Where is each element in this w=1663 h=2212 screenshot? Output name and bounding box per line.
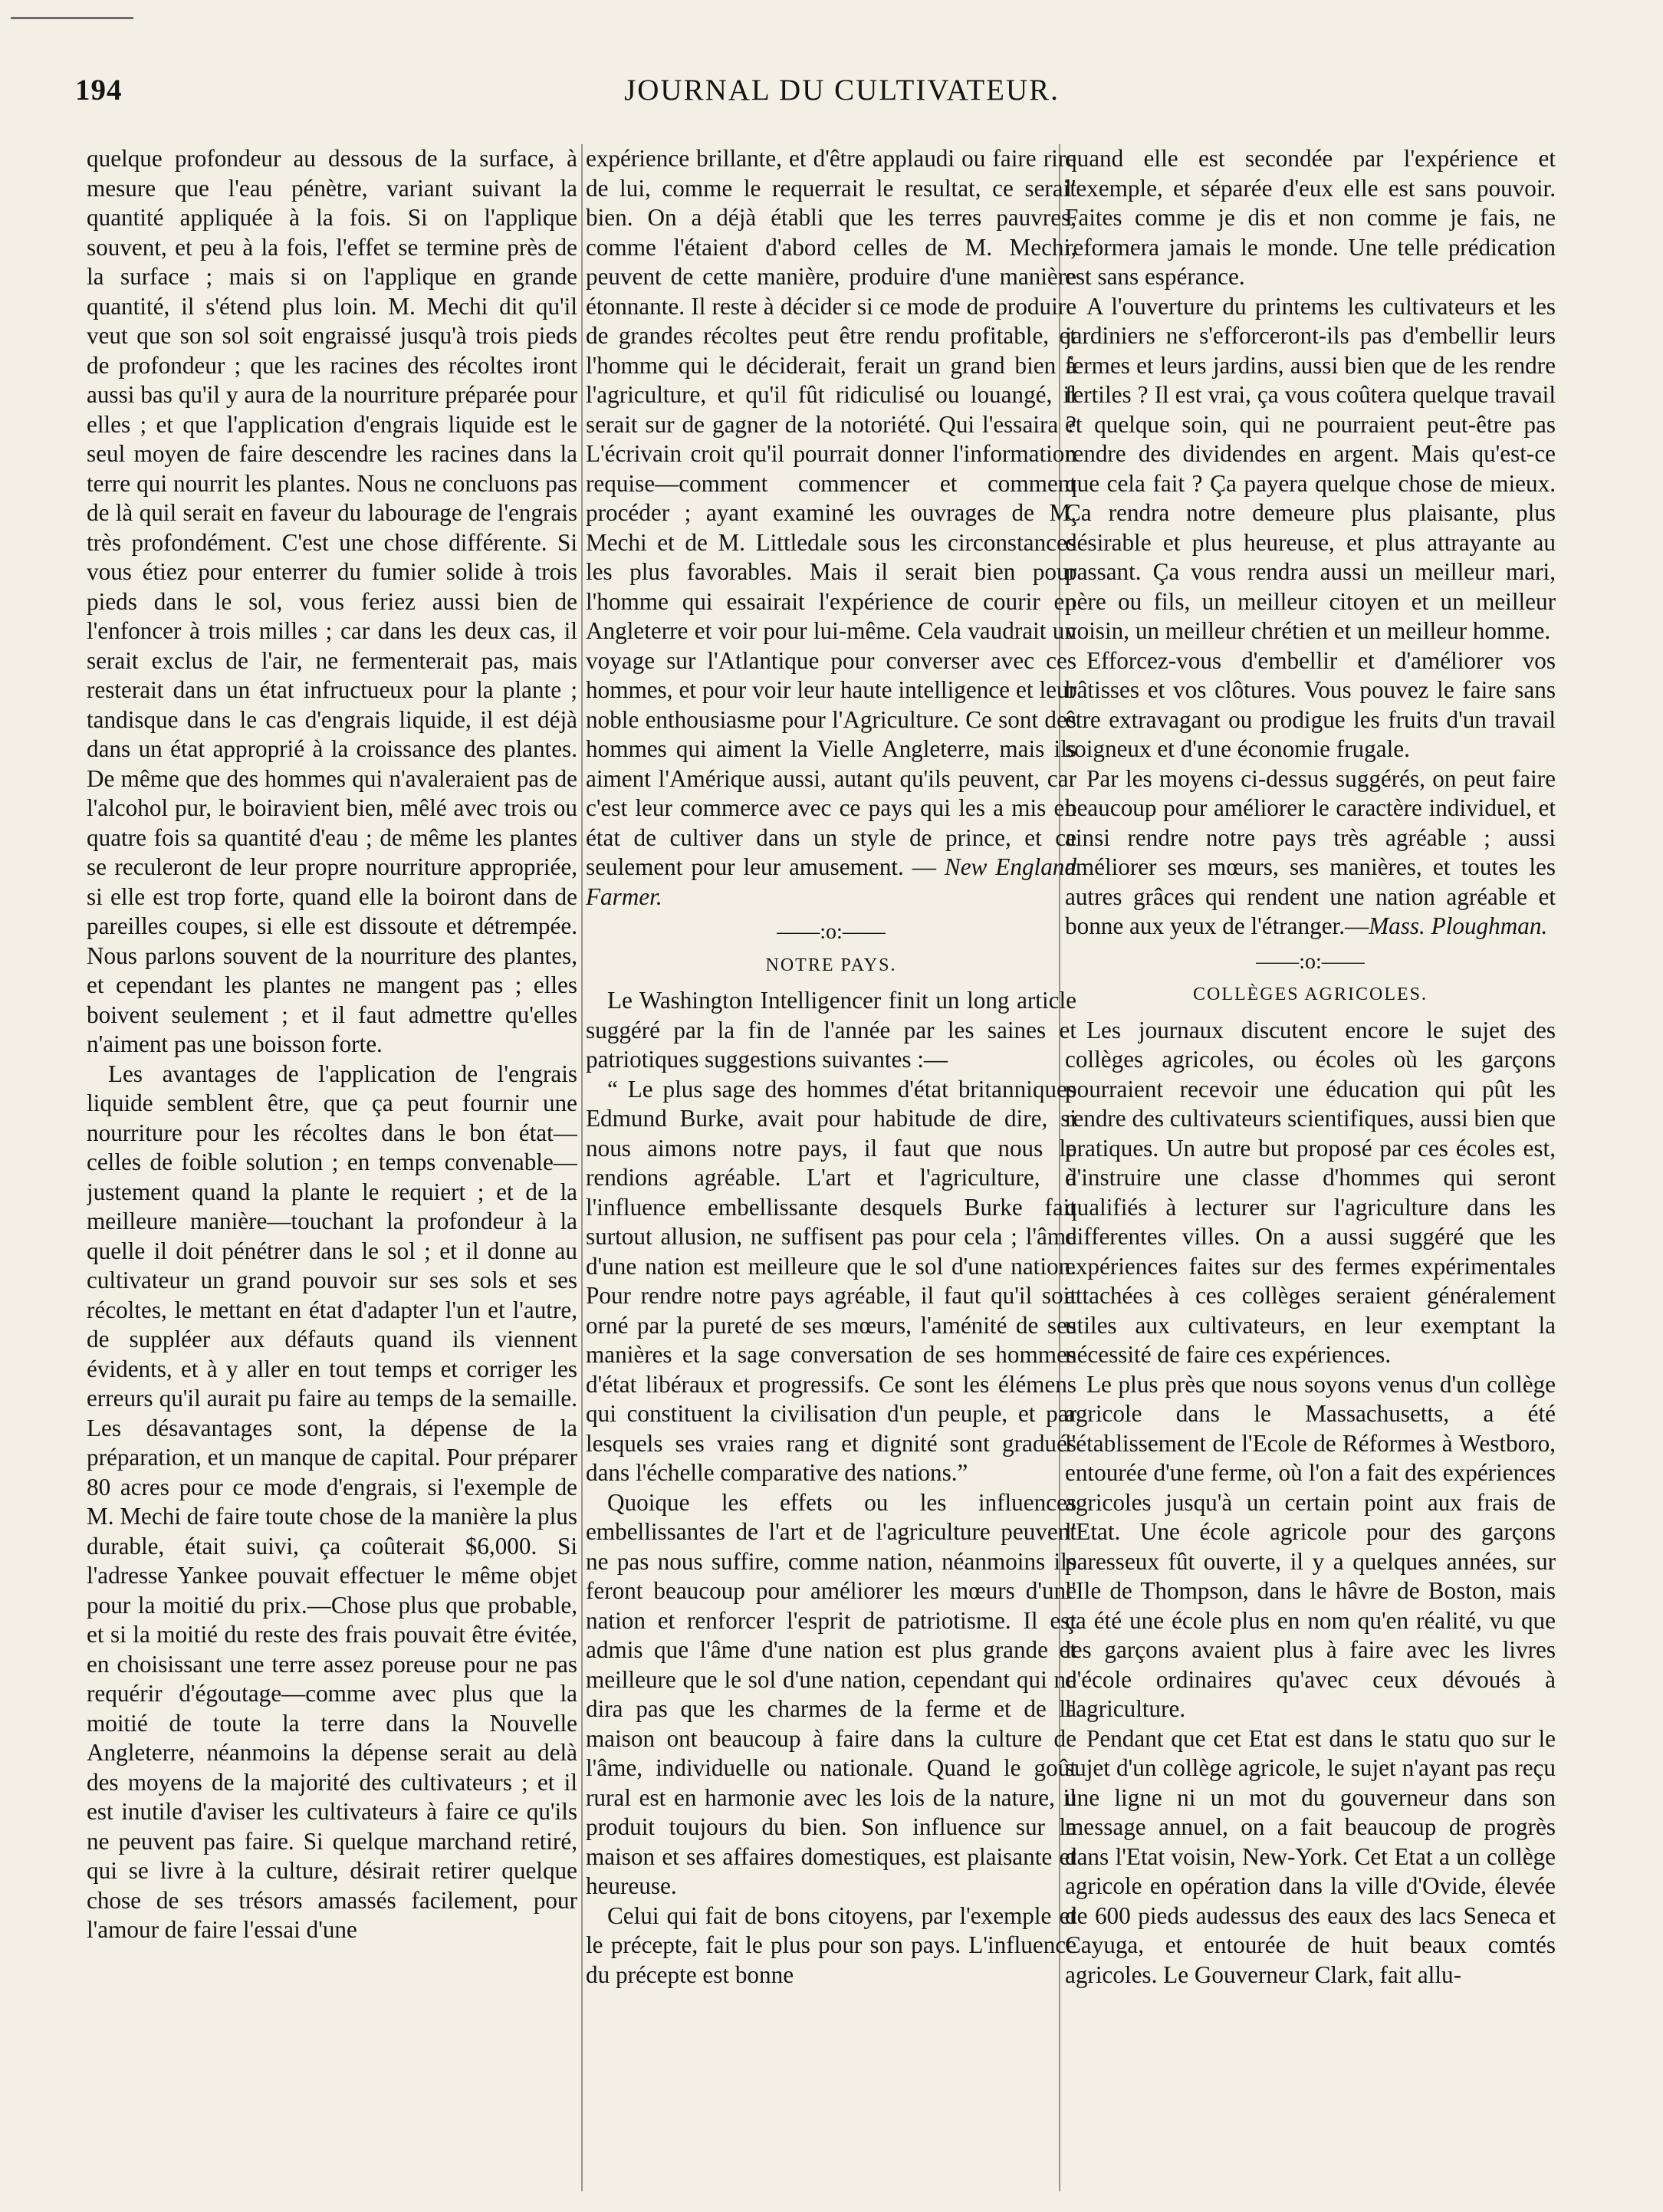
column-3 (1065, 144, 1556, 2199)
paragraph: Quoique les effets ou les influences embellissantes de l'art et de l'agriculture peuvent ne pas nous suffire, comme nation, néanmoins ils feront beaucoup pour améliorer les mœurs d'une nation et renforcer l'esprit de patriotisme. Il est admis que l'âme d'une nation est plus grande et meilleure que le sol d'une nation, cependant qui ne dira pas que les charmes de la ferme et de la maison ont beaucoup à faire dans la culture de l'âme, individuelle ou nationale. Quand le goût rural est en harmonie avec les lois de la nature, il produit toujours du bien. Son influence sur la maison et ses affaires domestiques, est plaisante et heureuse. (586, 1488, 1076, 1899)
section-separator: ——:o:—— (1256, 949, 1365, 974)
paragraph (586, 144, 1076, 912)
paragraph: Les journaux discutent encore le sujet des collèges agricoles, ou écoles où les garçons pourraient recevoir une éducation qui pût les rendre des cultivateurs scientifiques, aussi bien que pratiques. Un autre but proposé par ces écoles est, d'instruire une classe d'hommes qui seront qualifiés à lecturer sur l'agriculture dans les differentes villes. On a aussi suggéré que les expériences faites sur des fermes expérimentales attachées à ces collèges seraient généralement utiles aux cultivateurs, en leur exemptant la nécessité de faire ces expériences. (1065, 1016, 1556, 1368)
article-heading: COLLÈGES AGRICOLES. (1192, 984, 1428, 1004)
article-credit: New England Farmer. (586, 853, 1076, 910)
section-separator: ——:o:—— (777, 920, 886, 944)
page-header (75, 73, 1609, 134)
paragraph: Pendant que cet Etat est dans le statu quo sur le sujet d'un collège agricole, le sujet n'ayant pas reçu une ligne ni un mot du gouverneur dans son message annuel, on a fait beaucoup de progrès dans l'Etat voisin, New-York. Cet Etat a un collège agricole en opération dans la ville d'Ovide, élevée de 600 pieds audessus des eaux des lacs Seneca et Cayuga, et entourée de huit beaux comtés agricoles. Le Gouverneur Clark, fait allu- (1065, 1724, 1556, 1988)
paragraph: A l'ouverture du printems les cultivateurs et les jardiniers ne s'efforceront-ils pas d'embellir leurs fermes et leurs jardins, aussi bien que de les rendre fertiles ? Il est vrai, ça vous coûtera quelque travail et quelque soin, qui ne pourraient peut-être pas rendre des dividendes en argent. Mais qu'est-ce que cela fait ? Ça payera quelque chose de mieux. Ça rendra notre demeure plus plaisante, plus désirable et plus heureuse, et plus attrayante au passant. Ça vous rendra aussi un meilleur mari, père ou fils, un meilleur citoyen et un meilleur voisin, un meilleur chrétien et un meilleur homme. (1065, 292, 1556, 644)
paragraph: Celui qui fait de bons citoyens, par l'exemple et le précepte, fait le plus pour son pays. L'influence du précepte est bonne (586, 1901, 1076, 1988)
paragraph-text: Par les moyens ci-dessus suggérés, on peut faire beaucoup pour améliorer le caractère individuel, et ainsi rendre notre pays très agréable ; aussi améliorer ses mœurs, ses manières, et toutes les autres grâces qui rendent une nation agréable et bonne aux yeux de l'étranger.— (1065, 764, 1556, 939)
column-2 (586, 144, 1076, 2199)
paragraph: Le plus près que nous soyons venus d'un collège agricole dans le Massachusetts, a été l'établissement de l'Ecole de Réformes à Westboro, entourée d'une ferme, où l'on a fait des expériences agricoles jusqu'à un certain point aux frais de l'Etat. Une école agricole pour des garçons paresseux fût ouverte, il y a quelques années, sur l'Ile de Thompson, dans le hâvre de Boston, mais ça été une école plus en nom qu'en réalité, vu que les garçons avaient plus à faire avec les livres d'école ordinaires qu'avec ceux dévoués à l'agriculture. (1065, 1370, 1556, 1722)
article-heading: NOTRE PAYS. (765, 955, 897, 975)
paragraph: quand elle est secondée par l'expérience et l'exemple, et séparée d'eux elle est sans pouvoir. Faites comme je dis et non comme je fais, ne reformera jamais le monde. Une telle prédication est sans espérance. (1065, 145, 1556, 290)
paragraph: Le Washington Intelligencer finit un long article suggéré par la fin de l'année par les saines et patriotiques suggestions suivantes :— (586, 987, 1076, 1073)
article-credit: Mass. Ploughman. (1369, 912, 1548, 939)
paragraph (1065, 764, 1556, 942)
paragraph: Efforcez-vous d'embellir et d'améliorer vos bâtisses et vos clôtures. Vous pouvez le faire sans être extravagant ou prodigue les fruits d'un travail soigneux et d'une économie frugale. (1065, 646, 1556, 762)
paragraph: quelque profondeur au dessous de la surface, à mesure que l'eau pénètre, variant suivant la quantité appliquée à la fois. Si on l'applique souvent, et peu à la fois, l'effet se termine près de la surface ; mais si on l'applique en grande quantité, il s'étend plus loin. M. Mechi dit qu'il veut que son sol soit engraissé jusqu'à trois pieds de profondeur ; que les racines des récoltes iront aussi bas qu'il y aura de la nourriture préparée pour elles ; et que l'application d'engrais liquide est le seul moyen de faire descendre les racines dans la terre qui nourrit les plantes. Nous ne concluons pas de là quil serait en faveur du labourage de l'engrais très profondément. C'est une chose différente. Si vous étiez pour enterrer du fumier solide à trois pieds dans le sol, vous feriez aussi bien de l'enfoncer à trois milles ; car dans les deux cas, il serait exclus de l'air, ne fermenterait pas, mais resterait dans un état infructueux pour la plante ; tandisque dans le cas d'engrais liquide, il est déjà dans un état approprié à la croissance des plantes. De même que des hommes qui n'avaleraient pas de l'alcohol pur, le boiravient bien, mêlé avec trois ou quatre fois sa quantité d'eau ; de même les plantes se reculeront de leur propre nourriture appropriée, si elle est trop forte, quand elle la boiront dans de pareilles coupes, si elle est dissoute et détrempée. Nous parlons souvent de la nourriture des plantes, et cependant les plantes ne mangent pas ; elles boivent seulement ; et il faut admettre qu'elles n'aiment pas une boisson forte. (87, 145, 577, 1057)
column-1 (87, 144, 577, 2199)
top-edge-rule (11, 17, 133, 19)
quotation-paragraph: “ Le plus sage des hommes d'état britanniques Edmund Burke, avait pour habitude de dire, si nous aimons notre pays, il faut que nous le rendions agréable. L'art et l'agriculture, à l'influence embellissante desquels Burke fait surtout allusion, ne suffisent pas pour cela ; l'âme d'une nation est meilleure que le sol d'une nation. Pour rendre notre pays agréable, il faut qu'il soit orné par la pureté de ses mœurs, l'aménité de ses manières et la sage conversation de ses hommes d'état libéraux et progressifs. Ce sont les élémens qui constituent la civilisation d'un peuple, et par lesquels ses vraies rang et dignité sont gradués dans l'échelle comparative des nations.” (586, 1075, 1076, 1486)
paragraph: Les avantages de l'application de l'engrais liquide semblent être, que ça peut fournir une nourriture pour les récoltes dans le bon état—celles de foible solution ; en temps convenable—justement quand la plante le requiert ; et de la meilleure manière—touchant la profondeur à la quelle il doit pénétrer dans le sol ; et il donne au cultivateur un grand pouvoir sur ses sols et ses récoltes, le mettant en état d'adapter l'un et l'autre, de suppléer aux défauts quand ils viennent évidents, et à y aller en tout temps et corriger les erreurs qu'il aurait pu faire au temps de la semaille. Les désavantages sont, la dépense de la préparation, et un manque de capital. Pour préparer 80 acres pour ce mode d'engrais, si l'exemple de M. Mechi de faire toute chose de la manière la plus durable, était suivi, ça coûterait $6,000. Si l'adresse Yankee pouvait effectuer le même objet pour la moitié du prix.—Chose plus que probable, et si la moitié du reste des frais pouvait être évitée, en choisissant une terre assez poreuse pour ne pas requérir d'égoutage—comme avec plus que la moitié de toute la terre dans la Nouvelle Angleterre, néanmoins la dépense serait au delà des moyens de la majorité des cultivateurs ; et il est inutile d'aviser les cultivateurs à faire ce qu'ils ne peuvent pas faire. Si quelque marchand retiré, qui se livre à la culture, désirait retirer quelque chose de ses trésors amassés facilement, pour l'amour de faire l'essai d'une (87, 1060, 577, 1943)
running-title: JOURNAL DU CULTIVATEUR. (624, 74, 1060, 107)
page-number: 194 (75, 74, 123, 107)
paragraph-text: expérience brillante, et d'être applaudi ou faire rire de lui, comme le requerrait le resultat, ce serait bien. On a déjà établi que les terres pauvres, comme l'étaient d'abord celles de M. Mechi, peuvent de cette manière, produire d'une manière étonnante. Il reste à décider si ce mode de produire de grandes récoltes peut être rendu profitable, et l'homme qui le déciderait, ferait un grand bien à l'agriculture, et qu'il fût ridiculisé ou louangé, il serait sur de gagner de la notoriété. Qui l'essaira ? L'écrivain croit qu'il pourrait donner l'information requise—comment commencer et comment procéder ; ayant examiné les ouvrages de M. Mechi et de M. Littledale sous les circonstances les plus favorables. Mais il serait bien pour l'homme qui essairait l'expérience de courir en Angleterre et voir pour lui-même. Cela vaudrait un voyage sur l'Atlantique pour converser avec ces hommes, et pour voir leur haute intelligence et leur noble enthousiasme pour l'Agriculture. Ce sont des hommes qui aiment la Vielle Angleterre, mais ils aiment l'Amérique aussi, autant qu'ils peuvent, car c'est leur commerce avec ce pays qui les a mis en état de cultiver dans un style de prince, et ce seulement pour leur amusement. — (586, 145, 1076, 880)
column-divider (581, 144, 583, 2191)
